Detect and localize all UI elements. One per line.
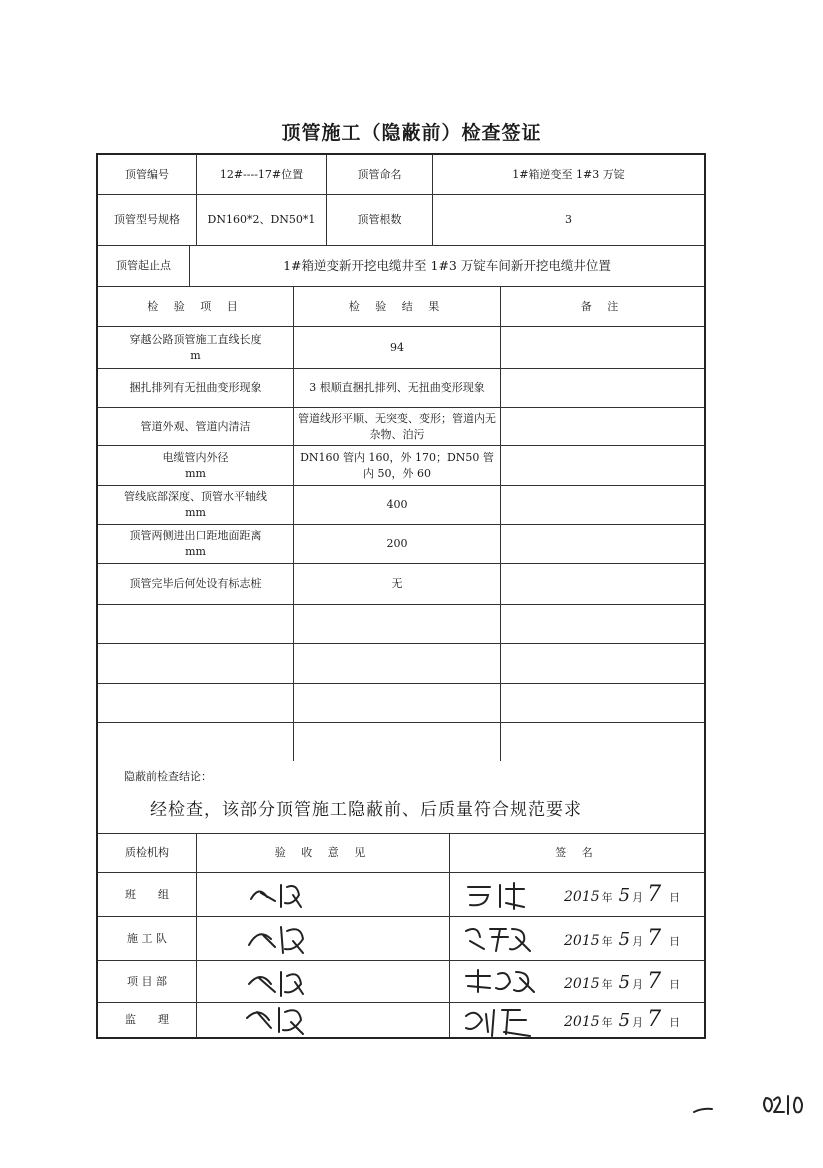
date-month-unit: 月: [632, 890, 644, 904]
date-month: 5: [618, 884, 631, 906]
inspection-result-cell: 3 根顺直捆扎排列、无扭曲变形现象: [294, 369, 501, 408]
date-month: 5: [618, 1010, 631, 1032]
inspection-result-cell: 管道线形平顺、无突变、变形；管道内无杂物、泊污: [294, 408, 501, 446]
inspection-result-cell: DN160 管内 160，外 170；DN50 管内 50，外 60: [294, 446, 501, 486]
date-month: 5: [618, 971, 631, 993]
date-day: 7: [647, 925, 662, 951]
date-year-unit: 年: [601, 934, 613, 948]
signoff-org-cell: 施 工 队: [98, 917, 197, 961]
signoff-org-cell: 监 理: [98, 1003, 197, 1037]
pipe-name-label: 顶管命名: [327, 155, 433, 195]
inspection-item-cell: [98, 684, 294, 723]
date-year: 2015: [564, 1014, 600, 1031]
inspection-result-cell: [294, 605, 501, 644]
inspection-item-header: 检 验 项 目: [98, 287, 294, 327]
inspection-result-cell: 无: [294, 564, 501, 605]
inspection-result-cell: 400: [294, 486, 501, 525]
inspection-result-cell: 94: [294, 327, 501, 369]
inspection-note-cell: [501, 486, 704, 525]
date-day-unit: 日: [669, 977, 681, 991]
inspection-item-cell: [98, 723, 294, 761]
count-value: 3: [433, 195, 704, 246]
inspection-item-cell: 管线底部深度、顶管水平轴线 mm: [98, 486, 294, 525]
date-month-unit: 月: [632, 977, 644, 991]
inspection-note-cell: [501, 644, 704, 684]
signoff-org-header: 质检机构: [98, 834, 197, 873]
signoff-opinion-cell: [197, 917, 450, 961]
inspection-result-cell: [294, 684, 501, 723]
inspection-note-header: 备 注: [501, 287, 704, 327]
date-day-unit: 日: [669, 1016, 681, 1030]
conclusion-label: 隐蔽前检查结论：: [98, 761, 704, 834]
signoff-signature-header: 签 名: [450, 834, 704, 873]
date-day: 7: [647, 881, 662, 907]
pipe-name-value: 1#箱逆变至 1#3 万锭: [433, 155, 704, 195]
handwritten-opinion: [241, 877, 311, 913]
inspection-note-cell: [501, 408, 704, 446]
signoff-org-cell: 班 组: [98, 873, 197, 917]
inspection-item-cell: 捆扎排列有无扭曲变形现象: [98, 369, 294, 408]
signature-date: [564, 879, 680, 911]
date-day-unit: 日: [669, 934, 681, 948]
handwritten-signature: [460, 921, 540, 957]
inspection-result-cell: 200: [294, 525, 501, 564]
handwritten-opinion: [241, 921, 311, 957]
inspection-result-cell: [294, 644, 501, 684]
inspection-item-cell: [98, 644, 294, 684]
handwritten-opinion: [241, 964, 311, 1000]
date-month: 5: [618, 928, 631, 950]
spec-label: 顶管型号规格: [98, 195, 197, 246]
signature-date: [564, 966, 680, 998]
inspection-item-cell: [98, 605, 294, 644]
conclusion-text: 经检查，该部分顶管施工隐蔽前、后质量符合规范要求: [150, 800, 582, 820]
date-day-unit: 日: [669, 890, 681, 904]
handwritten-opinion: [241, 1002, 311, 1038]
date-day: 7: [647, 1007, 662, 1033]
signoff-opinion-cell: [197, 1003, 450, 1037]
date-day: 7: [647, 968, 662, 994]
count-label: 顶管根数: [327, 195, 433, 246]
inspection-note-cell: [501, 369, 704, 408]
inspection-result-header: 检 验 结 果: [294, 287, 501, 327]
inspection-note-cell: [501, 446, 704, 486]
signoff-signature-cell: [450, 873, 704, 917]
signoff-signature-cell: [450, 961, 704, 1003]
inspection-note-cell: [501, 723, 704, 761]
date-year: 2015: [564, 975, 600, 992]
document-title: 顶管施工（隐蔽前）检查签证: [281, 122, 542, 144]
handwritten-signature: [460, 877, 540, 913]
date-year-unit: 年: [601, 890, 613, 904]
pen-mark: [692, 1100, 716, 1119]
date-year: 2015: [564, 932, 600, 949]
inspection-result-cell: [294, 723, 501, 761]
inspection-item-cell: 穿越公路顶管施工直线长度 m: [98, 327, 294, 369]
spec-value: DN160*2、DN50*1: [197, 195, 327, 246]
date-month-unit: 月: [632, 1016, 644, 1030]
handwritten-signature: [460, 1002, 540, 1038]
signoff-opinion-cell: [197, 961, 450, 1003]
inspection-item-cell: 顶管两侧进出口距地面距离 mm: [98, 525, 294, 564]
handwritten-signature: [460, 964, 540, 1000]
inspection-note-cell: [501, 525, 704, 564]
signoff-opinion-cell: [197, 873, 450, 917]
signoff-org-cell: 项 目 部: [98, 961, 197, 1003]
inspection-item-cell: 电缆管内外径 mm: [98, 446, 294, 486]
inspection-item-cell: 管道外观、管道内清洁: [98, 408, 294, 446]
signoff-signature-cell: [450, 917, 704, 961]
date-month-unit: 月: [632, 934, 644, 948]
range-label: 顶管起止点: [98, 246, 190, 287]
signature-date: [564, 923, 680, 955]
date-year: 2015: [564, 888, 600, 905]
inspection-note-cell: [501, 564, 704, 605]
signoff-signature-cell: [450, 1003, 704, 1037]
inspection-note-cell: [501, 684, 704, 723]
inspection-note-cell: [501, 605, 704, 644]
pipe-no-label: 顶管编号: [98, 155, 197, 195]
signoff-opinion-header: 验 收 意 见: [197, 834, 450, 873]
signature-date: [564, 1004, 680, 1036]
page-number-handwritten: [760, 1092, 810, 1122]
inspection-note-cell: [501, 327, 704, 369]
inspection-item-cell: 顶管完毕后何处设有标志桩: [98, 564, 294, 605]
pipe-no-value: 12#----17#位置: [197, 155, 327, 195]
date-year-unit: 年: [601, 977, 613, 991]
date-year-unit: 年: [601, 1016, 613, 1030]
inspection-form: [96, 153, 706, 1039]
range-value: 1#箱逆变新开挖电缆井至 1#3 万锭车间新开挖电缆井位置: [190, 246, 704, 287]
